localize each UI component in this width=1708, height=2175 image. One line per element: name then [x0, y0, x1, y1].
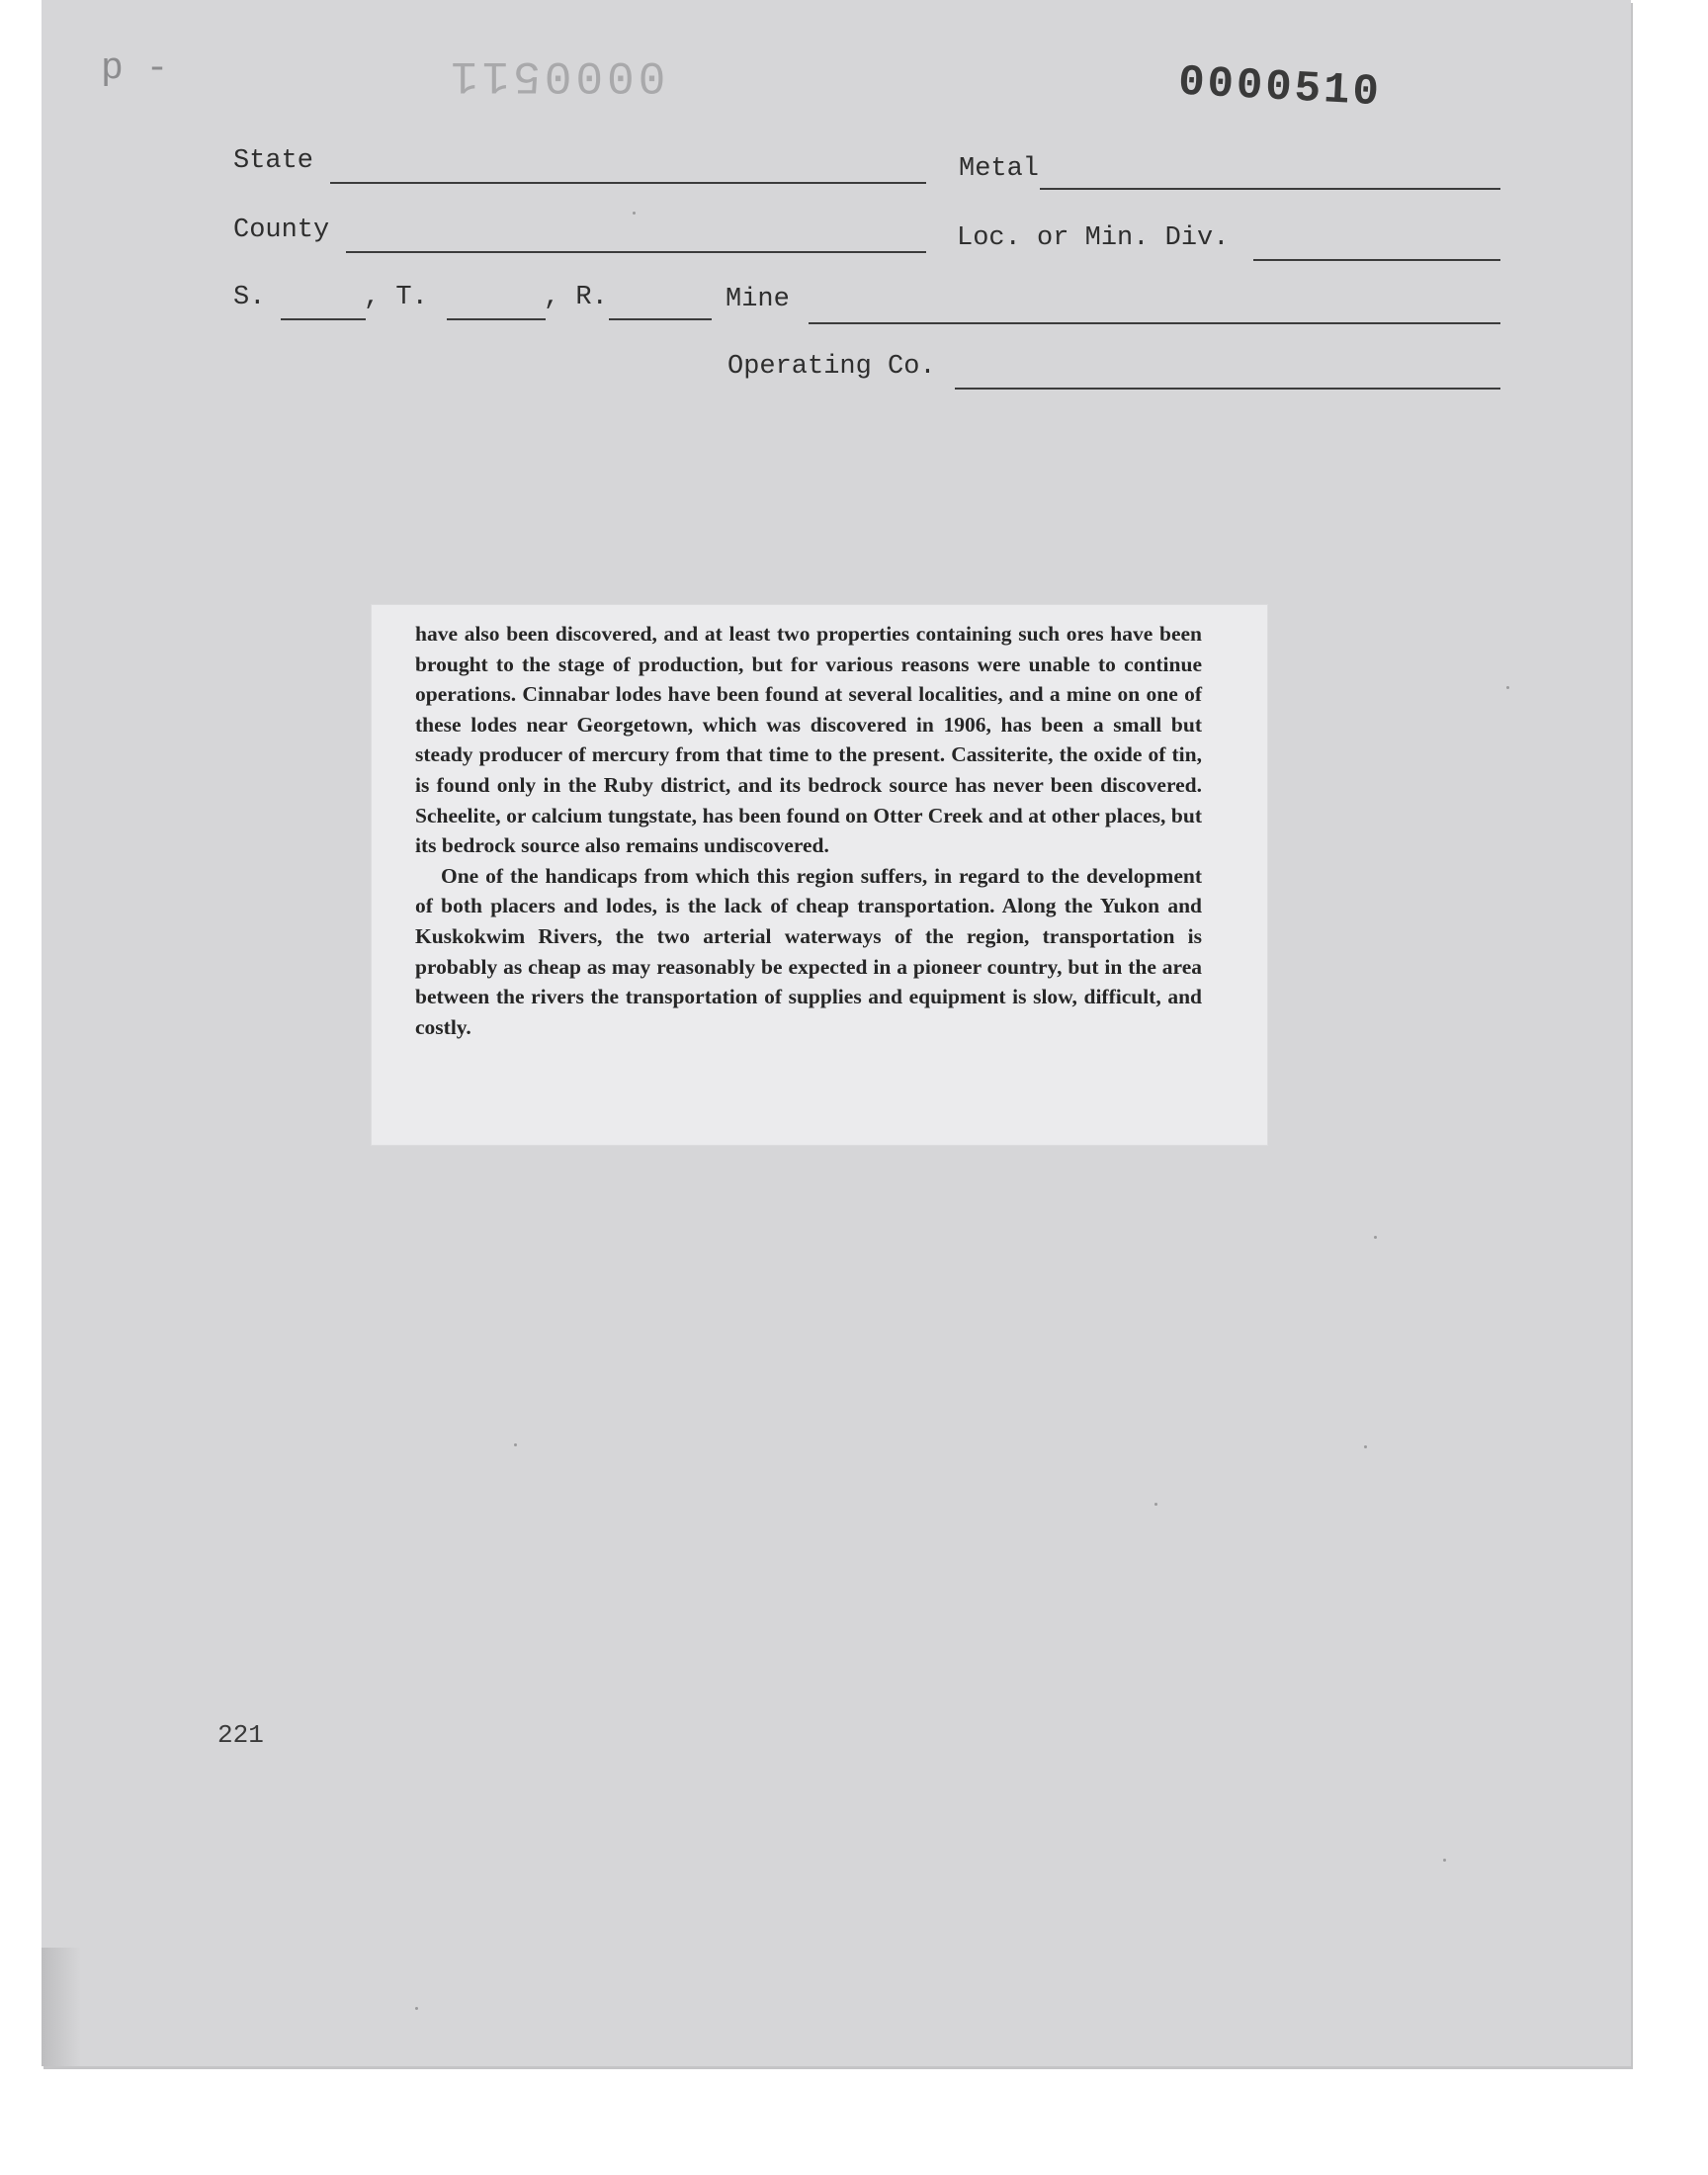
township-field-line — [447, 318, 546, 320]
scan-speck — [633, 212, 636, 215]
page-number: 221 — [217, 1720, 264, 1750]
clipping-paragraph-2: One of the handicaps from which this region suffers, in regard to the development of both placers and lodes, is the lack of cheap transportation. Along the Yukon and Kuskokwim Rivers, the two arterial waterways of the region, transportation is probably as cheap as may reasonably be expected in a pioneer country, but in the area between the rivers the transportation of supplies and equipment is slow, difficult, and costly. — [415, 863, 1202, 1039]
metal-field-line — [1040, 188, 1500, 190]
scan-footer-band — [0, 2088, 1708, 2175]
mine-label: Mine — [726, 285, 790, 314]
section-label: S. — [233, 283, 266, 312]
loc-div-field-line — [1253, 259, 1500, 261]
state-label: State — [233, 146, 314, 176]
section-field-line — [281, 318, 366, 320]
bleed-through-number: 0000511 — [447, 49, 666, 101]
scan-speck — [1154, 1503, 1157, 1506]
scan-speck — [1506, 686, 1509, 689]
township-label: , T. — [364, 283, 428, 312]
loc-div-label: Loc. or Min. Div. — [957, 223, 1230, 253]
operating-co-field-line — [955, 388, 1500, 390]
document-stamp-number: 0000510 — [1176, 57, 1384, 119]
scan-speck — [1443, 1859, 1446, 1862]
pasted-text-clipping — [372, 605, 1267, 1145]
state-field-line — [330, 182, 926, 184]
scan-speck — [514, 1443, 517, 1446]
clipping-text — [415, 619, 1202, 1042]
sheet-curl — [42, 1948, 81, 2066]
county-label: County — [233, 216, 330, 245]
mine-field-line — [809, 322, 1500, 324]
operating-co-label: Operating Co. — [727, 352, 936, 382]
range-label: , R. — [544, 283, 608, 312]
clipping-paragraph-1: have also been discovered, and at least two properties containing such ores have been brought to the stage of production, but for various reasons were unable to continue operations. Cinnabar lodes have been found at several localities, and a mine on one of these lodes near Georgetown, which was discovered in 1906, has been a small but steady producer of mercury from that time to the present. Cassiterite, the oxide of tin, is found only in the Ruby district, and its bedrock source has never been discovered. Scheelite, or calcium tungstate, has been found on Otter Creek and at other places, but its bedrock source also remains undiscovered. — [415, 622, 1202, 858]
range-field-line — [609, 318, 712, 320]
metal-label: Metal — [959, 154, 1040, 184]
scan-speck — [1364, 1445, 1367, 1448]
scan-speck — [1374, 1236, 1377, 1239]
corner-mark: p - — [101, 47, 169, 90]
scan-speck — [415, 2007, 418, 2010]
county-field-line — [346, 251, 926, 253]
